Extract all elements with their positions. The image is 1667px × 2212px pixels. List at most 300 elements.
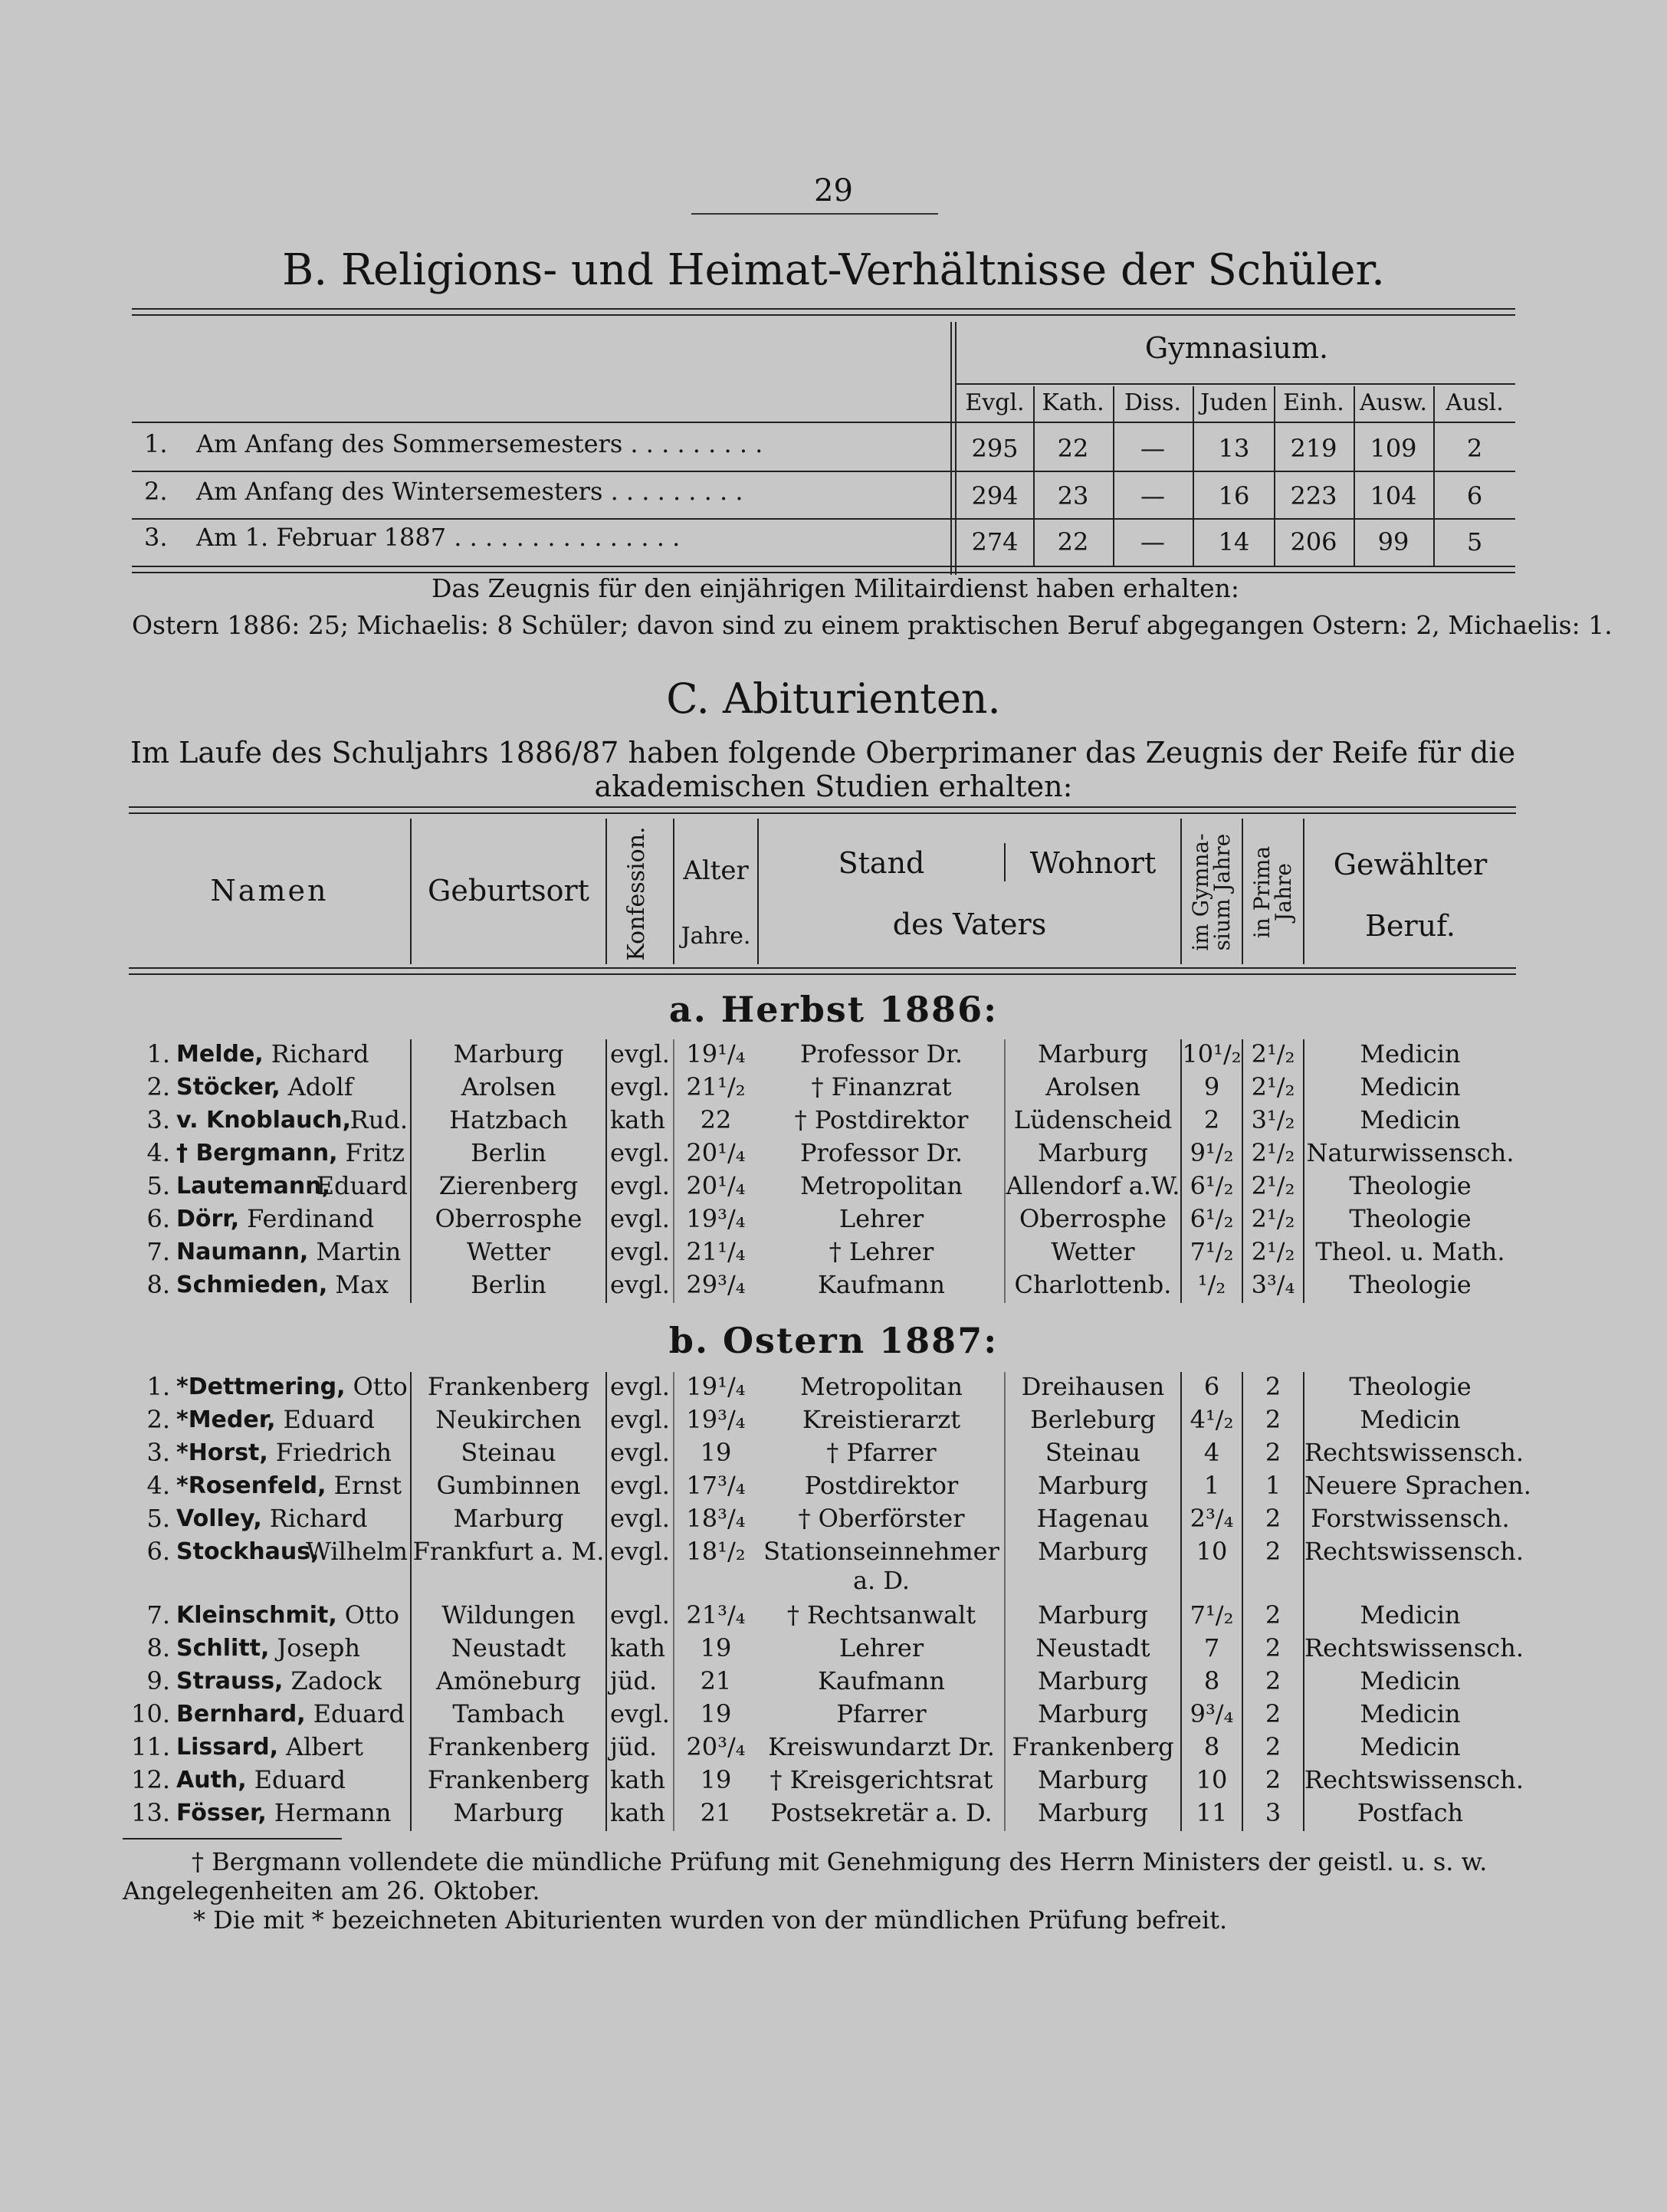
cell-age: 21 [700,1666,732,1695]
section-c-title: C. Abiturienten. [666,674,1001,723]
cell-stand: † Rechtsanwalt [786,1600,976,1629]
table-rule [132,314,1515,316]
column-header-6: Ausl. [1445,389,1504,416]
section-b-cell: — [1140,481,1165,510]
row-num: 7. [146,1600,170,1629]
cell-conf: evgl. [610,1138,670,1167]
cell-gym: 6¹/₂ [1190,1204,1234,1233]
group-a-title: a. Herbst 1886: [668,989,999,1030]
section-b-note-line1: Das Zeugnis für den einjährigen Militairdienst haben erhalten: [431,573,1240,603]
cell-gym: 10 [1196,1537,1228,1566]
cell-prima: 2 [1265,1633,1281,1662]
cell-prima: 2 [1265,1438,1281,1467]
table-vrule [673,1372,674,1831]
section-b-cell: 6 [1466,481,1483,510]
cell-wohnort: Neustadt [1035,1633,1150,1662]
cell-birth: Hatzbach [449,1105,568,1134]
section-b-cell: 99 [1377,527,1409,556]
cell-prima: 2 [1265,1372,1281,1401]
row-given-name: Eduard [254,1765,346,1794]
cell-age: 22 [700,1105,732,1134]
cell-beruf: Postfach [1357,1798,1464,1827]
cell-stand: Postsekretär a. D. [770,1798,993,1827]
row-num: 4. [146,1138,170,1167]
table-vrule [757,819,759,964]
cell-birth: Arolsen [461,1072,556,1101]
cell-wohnort: Steinau [1045,1438,1141,1467]
cell-conf: evgl. [610,1504,670,1533]
column-header-1: Kath. [1042,389,1104,416]
cell-wohnort: Marburg [1037,1666,1148,1695]
cell-gym: 4 [1203,1438,1220,1467]
row-num: 6. [146,1204,170,1233]
cell-wohnort: Marburg [1037,1699,1148,1728]
cell-wohnort: Berleburg [1030,1405,1156,1434]
row-surname: Fösser, [176,1800,267,1826]
header-jahre: Jahre. [681,923,751,950]
cell-age: 20¹/₄ [686,1171,746,1200]
cell-age: 21³/₄ [686,1600,746,1629]
table-rule [132,566,1515,567]
section-b-cell: 14 [1218,527,1250,556]
cell-wohnort: Marburg [1037,1600,1148,1629]
section-b-row-label: Am Anfang des Sommersemesters . . . . . . . . . [196,429,763,458]
cell-wohnort: Marburg [1037,1798,1148,1827]
cell-stand: Kaufmann [817,1270,946,1299]
table-vrule [1004,1372,1006,1831]
cell-stand: Metropolitan [800,1372,963,1401]
header-gewaehlter: Gewählter [1333,848,1488,881]
section-b-row-label: Am Anfang des Wintersemesters . . . . . . . . . [196,477,743,506]
section-b-cell: 2 [1466,434,1483,463]
row-given-name: Ferdinand [247,1204,375,1233]
table-vrule [605,1039,607,1303]
cell-beruf: Medicin [1360,1072,1461,1101]
row-num: 12. [131,1765,170,1794]
cell-gym: 11 [1196,1798,1228,1827]
column-header-0: Evgl. [965,389,1025,416]
cell-conf: evgl. [610,1471,670,1500]
cell-gym: 7¹/₂ [1190,1600,1234,1629]
cell-beruf: Forstwissensch. [1311,1504,1510,1533]
cell-wohnort: Lüdenscheid [1013,1105,1173,1134]
cell-beruf: Theologie [1349,1171,1472,1200]
cell-birth: Wildungen [441,1600,576,1629]
row-given-name: Eduard [283,1405,375,1434]
section-b-title: B. Religions- und Heimat-Verhältnisse der Schüler. [282,245,1385,295]
table-vrule [1242,1039,1243,1303]
header-geburtsort: Geburtsort [428,874,589,907]
cell-age: 18³/₄ [686,1504,746,1533]
cell-age: 19³/₄ [686,1405,746,1434]
cell-stand: † Oberförster [798,1504,965,1533]
table-vrule [950,322,952,575]
cell-prima: 2 [1265,1765,1281,1794]
row-surname: *Dettmering, [176,1373,346,1400]
header-im-gymnasium: im Gymna- sium Jahre [1188,833,1235,951]
cell-gym: 9¹/₂ [1190,1138,1234,1167]
table-rule [129,812,1516,814]
section-c-intro-line2: akademischen Studien erhalten: [594,770,1073,803]
header-alter: Alter [683,855,749,886]
row-given-name: Hermann [274,1798,392,1827]
cell-stand: Kreistierarzt [802,1405,961,1434]
cell-gym: 2³/₄ [1190,1504,1234,1533]
cell-gym: 8 [1203,1666,1220,1695]
section-c-intro-line1: Im Laufe des Schuljahrs 1886/87 haben folgende Oberprimaner das Zeugnis der Reife für die [130,736,1516,770]
cell-birth: Gumbinnen [436,1471,581,1500]
cell-conf: evgl. [610,1600,670,1629]
section-b-cell: 22 [1057,434,1089,463]
row-surname: Stockhaus, [176,1538,320,1565]
cell-age: 21 [700,1798,732,1827]
cell-age: 19¹/₄ [686,1039,746,1068]
section-b-cell: 109 [1370,434,1417,463]
cell-age: 19 [700,1699,732,1728]
table-vrule [605,1372,607,1831]
page-number-rule [691,213,938,215]
section-b-cell: 223 [1290,481,1337,510]
cell-birth: Tambach [452,1699,565,1728]
cell-gym: 6¹/₂ [1190,1171,1234,1200]
section-b-cell: 13 [1218,434,1250,463]
cell-birth: Frankfurt a. M. [412,1537,605,1566]
cell-age: 21¹/₂ [686,1072,746,1101]
cell-gym: 8 [1203,1732,1220,1761]
cell-gym: 10¹/₂ [1182,1039,1242,1068]
row-num: 1. [146,1372,170,1401]
section-b-row-num: 3. [144,523,168,552]
cell-wohnort: Wetter [1051,1237,1135,1266]
row-surname: Bernhard, [176,1701,306,1728]
cell-stand: Stationseinnehmer [763,1537,999,1566]
cell-conf: kath [610,1798,665,1827]
cell-birth: Frankenberg [427,1765,590,1794]
cell-beruf: Medicin [1360,1600,1461,1629]
cell-wohnort: Marburg [1037,1138,1148,1167]
row-num: 3. [146,1438,170,1467]
table-rule [955,383,1515,385]
cell-stand: † Kreisgerichtsrat [770,1765,993,1794]
cell-stand: Kaufmann [817,1666,946,1695]
footnote-rule [123,1838,342,1840]
row-surname: Lissard, [176,1734,279,1761]
row-given-name: Friedrich [275,1438,392,1467]
cell-prima: 2 [1265,1537,1281,1566]
row-given-name: Wilhelm [306,1537,408,1566]
cell-age: 20¹/₄ [686,1138,746,1167]
row-given-name: Max [335,1270,389,1299]
column-header-4: Einh. [1283,389,1344,416]
row-surname: Schlitt, [176,1635,270,1662]
cell-age: 20³/₄ [686,1732,746,1761]
header-namen: Namen [210,874,329,907]
cell-gym: ¹/₂ [1197,1270,1226,1299]
cell-birth: Oberrosphe [435,1204,582,1233]
section-b-cell: 16 [1218,481,1250,510]
cell-age: 19 [700,1765,732,1794]
cell-prima: 2 [1265,1600,1281,1629]
table-rule [129,967,1516,969]
row-num: 7. [146,1237,170,1266]
row-num: 1. [146,1039,170,1068]
cell-beruf: Medicin [1360,1105,1461,1134]
cell-beruf: Rechtswissensch. [1304,1438,1524,1467]
cell-conf: evgl. [610,1372,670,1401]
cell-prima: 2 [1265,1405,1281,1434]
cell-gym: 4¹/₂ [1190,1405,1234,1434]
row-num: 13. [131,1798,170,1827]
cell-gym: 7¹/₂ [1190,1237,1234,1266]
cell-birth: Marburg [453,1798,564,1827]
section-b-cell: 274 [971,527,1019,556]
row-surname: Dörr, [176,1206,240,1232]
cell-beruf: Rechtswissensch. [1304,1633,1524,1662]
cell-prima: 2¹/₂ [1251,1039,1295,1068]
cell-birth: Frankenberg [427,1372,590,1401]
row-surname: Volley, [176,1505,262,1532]
row-num: 2. [146,1405,170,1434]
row-surname: Schmieden, [176,1272,328,1298]
cell-conf: evgl. [610,1171,670,1200]
table-vrule [1004,1039,1006,1303]
cell-prima: 2¹/₂ [1251,1072,1295,1101]
cell-beruf: Medicin [1360,1405,1461,1434]
cell-conf: evgl. [610,1039,670,1068]
table-rule [132,422,1515,423]
cell-beruf: Naturwissensch. [1306,1138,1514,1167]
cell-age: 18¹/₂ [686,1537,746,1566]
cell-age: 19³/₄ [686,1204,746,1233]
section-b-cell: 23 [1057,481,1089,510]
cell-prima: 2¹/₂ [1251,1171,1295,1200]
row-given-name: Ernst [333,1471,402,1500]
section-b-cell: 206 [1290,527,1337,556]
cell-prima: 2¹/₂ [1251,1138,1295,1167]
row-given-name: Martin [316,1237,402,1266]
row-num: 6. [146,1537,170,1566]
cell-beruf: Theologie [1349,1372,1472,1401]
row-surname: Stöcker, [176,1074,281,1101]
row-num: 3. [146,1105,170,1134]
row-given-name: Eduard [316,1171,408,1200]
row-given-name: Rud. [349,1105,408,1134]
cell-age: 19 [700,1633,732,1662]
cell-beruf: Medicin [1360,1666,1461,1695]
cell-birth: Frankenberg [427,1732,590,1761]
cell-conf: kath [610,1633,665,1662]
row-surname: Melde, [176,1041,264,1068]
cell-age: 17³/₄ [686,1471,746,1500]
cell-gym: 1 [1203,1471,1220,1500]
cell-birth: Berlin [471,1270,546,1299]
cell-conf: jüd. [610,1732,658,1761]
row-num: 5. [146,1171,170,1200]
cell-conf: kath [610,1765,665,1794]
table-vrule [1242,819,1243,964]
cell-conf: evgl. [610,1405,670,1434]
cell-gym: 7 [1203,1633,1220,1662]
cell-age: 19¹/₄ [686,1372,746,1401]
row-surname: † Bergmann, [176,1140,338,1167]
table-vrule [410,1039,412,1303]
row-surname: *Horst, [176,1439,268,1466]
cell-prima: 2 [1265,1504,1281,1533]
cell-conf: evgl. [610,1438,670,1467]
table-vrule [410,1372,412,1831]
cell-birth: Marburg [453,1504,564,1533]
row-num: 10. [131,1699,170,1728]
table-vrule [673,1039,674,1303]
row-num: 8. [146,1270,170,1299]
cell-stand: Pfarrer [836,1699,927,1728]
cell-beruf: Medicin [1360,1732,1461,1761]
cell-stand: Postdirektor [804,1471,959,1500]
table-vrule [1303,1372,1304,1831]
cell-beruf: Theologie [1349,1204,1472,1233]
footnote-1-line1: † Bergmann vollendete die mündliche Prüfung mit Genehmigung des Herrn Ministers der geistl. u. s. w. [192,1847,1488,1876]
cell-prima: 2¹/₂ [1251,1204,1295,1233]
section-b-cell: 219 [1290,434,1337,463]
cell-stand: † Postdirektor [794,1105,969,1134]
table-vrule [1242,1372,1243,1831]
cell-conf: evgl. [610,1537,670,1566]
cell-conf: kath [610,1105,665,1134]
footnote-1-line2: Angelegenheiten am 26. Oktober. [123,1876,540,1905]
cell-wohnort: Charlottenb. [1014,1270,1172,1299]
section-b-row-num: 2. [144,477,168,506]
cell-gym: 2 [1203,1105,1220,1134]
cell-conf: evgl. [610,1237,670,1266]
row-num: 11. [131,1732,170,1761]
cell-stand: Lehrer [838,1633,924,1662]
cell-wohnort: Arolsen [1045,1072,1140,1101]
cell-birth: Steinau [461,1438,556,1467]
column-header-3: Juden [1200,389,1268,416]
row-surname: v. Knoblauch, [176,1107,352,1134]
section-b-cell: 104 [1370,481,1417,510]
table-rule [132,308,1515,310]
cell-conf: evgl. [610,1699,670,1728]
gymnasium-header: Gymnasium. [1144,331,1329,365]
cell-stand: † Lehrer [829,1237,934,1266]
section-b-note-line2: Ostern 1886: 25; Michaelis: 8 Schüler; davon sind zu einem praktischen Beruf abgegangen Ostern: 2, Michaelis: 1. [132,610,1613,640]
row-given-name: Adolf [287,1072,353,1101]
cell-wohnort: Marburg [1037,1471,1148,1500]
section-b-cell: 295 [971,434,1019,463]
section-b-row-label: Am 1. Februar 1887 . . . . . . . . . . . . . . . [196,523,681,552]
table-rule [129,806,1516,808]
cell-conf: jüd. [610,1666,658,1695]
row-num: 5. [146,1504,170,1533]
cell-prima: 2 [1265,1699,1281,1728]
table-vrule [1180,1039,1182,1303]
cell-conf: evgl. [610,1072,670,1101]
cell-beruf: Medicin [1360,1039,1461,1068]
header-beruf: Beruf. [1365,909,1455,943]
row-surname: Kleinschmit, [176,1602,337,1629]
row-num: 2. [146,1072,170,1101]
section-b-cell: — [1140,527,1165,556]
row-given-name: Joseph [277,1633,360,1662]
cell-beruf: Theologie [1349,1270,1472,1299]
section-b-cell: — [1140,434,1165,463]
cell-age: 19 [700,1438,732,1467]
row-given-name: Zadock [290,1666,382,1695]
cell-age: 21¹/₄ [686,1237,746,1266]
cell-conf: evgl. [610,1270,670,1299]
cell-stand: † Pfarrer [826,1438,937,1467]
cell-wohnort: Marburg [1037,1537,1148,1566]
header-des-vaters: des Vaters [892,907,1047,941]
cell-stand-line2: a. D. [852,1566,911,1595]
table-rule [129,973,1516,975]
row-surname: Auth, [176,1767,247,1794]
cell-prima: 1 [1265,1471,1281,1500]
cell-stand: Professor Dr. [799,1138,963,1167]
cell-prima: 3 [1265,1798,1281,1827]
table-vrule [1180,819,1182,964]
header-stand: Stand [838,846,925,880]
row-surname: Lautemann, [176,1173,331,1200]
column-header-5: Ausw. [1359,389,1428,416]
cell-beruf: Medicin [1360,1699,1461,1728]
cell-birth: Amöneburg [435,1666,582,1695]
table-vrule [1180,1372,1182,1831]
cell-beruf: Neuere Sprachen. [1304,1471,1531,1500]
table-vrule [1303,1039,1304,1303]
cell-birth: Neustadt [451,1633,566,1662]
header-konfession: Konfession. [623,826,650,961]
row-given-name: Otto [344,1600,400,1629]
row-surname: Strauss, [176,1668,284,1695]
row-given-name: Richard [269,1504,368,1533]
cell-stand: Lehrer [838,1204,924,1233]
row-given-name: Otto [353,1372,408,1401]
cell-beruf: Rechtswissensch. [1304,1537,1524,1566]
cell-wohnort: Marburg [1037,1765,1148,1794]
page-number: 29 [814,173,853,208]
row-num: 9. [146,1666,170,1695]
cell-wohnort: Hagenau [1036,1504,1150,1533]
cell-wohnort: Allendorf a.W. [1006,1171,1180,1200]
row-given-name: Richard [271,1039,369,1068]
group-b-title: b. Ostern 1887: [668,1320,999,1361]
cell-prima: 3³/₄ [1251,1270,1295,1299]
cell-birth: Berlin [471,1138,546,1167]
header-in-prima: in Prima Jahre [1249,845,1296,939]
section-b-cell: 294 [971,481,1019,510]
cell-birth: Neukirchen [435,1405,582,1434]
cell-birth: Zierenberg [438,1171,579,1200]
cell-stand: Metropolitan [800,1171,963,1200]
cell-prima: 2 [1265,1666,1281,1695]
row-num: 8. [146,1633,170,1662]
cell-stand: † Finanzrat [811,1072,952,1101]
section-b-row-num: 1. [144,429,168,458]
cell-wohnort: Oberrosphe [1019,1204,1167,1233]
row-surname: *Rosenfeld, [176,1472,327,1499]
cell-prima: 3¹/₂ [1251,1105,1295,1134]
cell-wohnort: Frankenberg [1012,1732,1174,1761]
cell-beruf: Theol. u. Math. [1315,1237,1505,1266]
cell-prima: 2¹/₂ [1251,1237,1295,1266]
cell-wohnort: Dreihausen [1021,1372,1165,1401]
cell-birth: Wetter [466,1237,551,1266]
cell-wohnort: Marburg [1037,1039,1148,1068]
section-b-cell: 22 [1057,527,1089,556]
cell-beruf: Rechtswissensch. [1304,1765,1524,1794]
